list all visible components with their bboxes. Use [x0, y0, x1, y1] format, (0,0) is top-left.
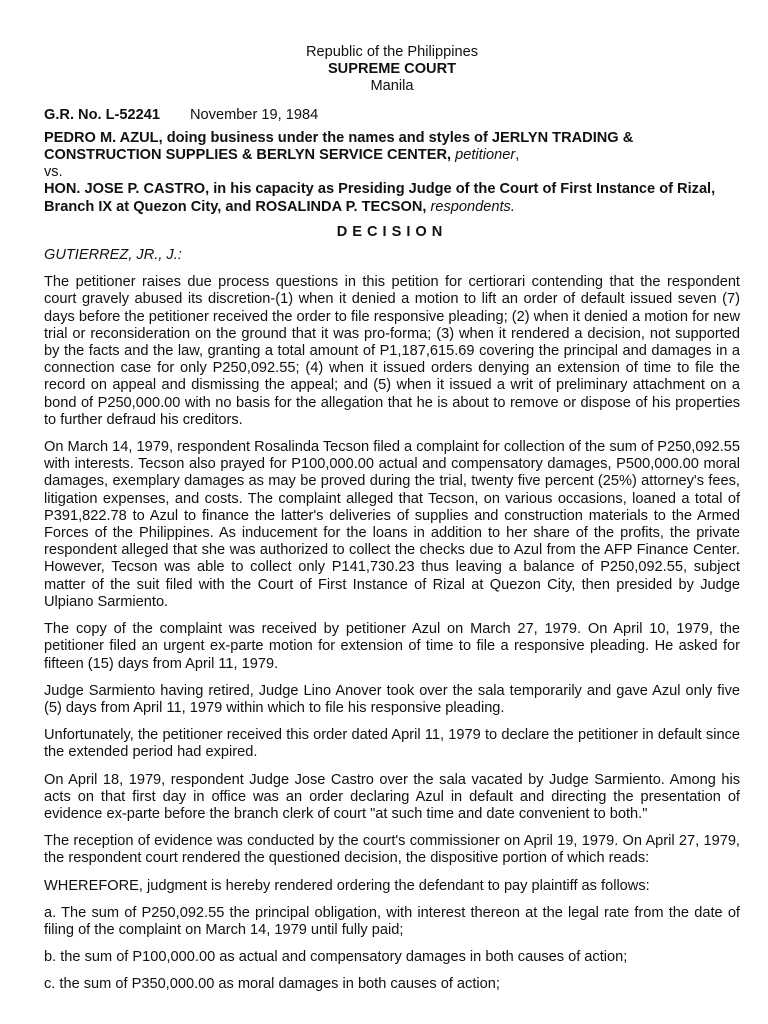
respondent-name: HON. JOSE P. CASTRO, in his capacity as Presiding Judge of the Court of First Instance of Rizal, Branch IX at Quezon City, and ROSALINDA P. TECSON, [44, 181, 716, 215]
body-paragraph: c. the sum of P350,000.00 as moral damages in both causes of action; [44, 976, 500, 993]
decision-title: DECISION [336, 223, 448, 240]
body-paragraph: The reception of evidence was conducted by the court's commissioner on April 19, 1979. On April 27, 1979, the respondent court rendered the questioned decision, the dispositive portion of which reads: [44, 833, 740, 867]
ponente: GUTIERREZ, JR., J.: [44, 247, 182, 264]
body-paragraph: Unfortunately, the petitioner received this order dated April 11, 1979 to declare the petitioner in default since the extended period had expired. [44, 727, 740, 761]
republic-line: Republic of the Philippines [306, 44, 478, 60]
body-paragraph: a. The sum of P250,092.55 the principal obligation, with interest thereon at the legal rate from the date of filing of the complaint on March 14, 1979 until fully paid; [44, 904, 740, 938]
versus-line: vs. [44, 164, 63, 181]
body-paragraph: The petitioner raises due process questions in this petition for certiorari contending that the respondent court gravely abused its discretion-(1) when it denied a motion to lift an order of default issued seven (7) days before the petitioner received the order to file responsive pleading; (2) when it denied a motion for new trial or reconsideration on the ground that it was pro-forma; (3) when it rendered a decision, not supported by the facts and the law, granting a total amount of P1,187,615.69 covering the principal and damages in a connection case for only P250,092.55; (4) when it issued orders denying an extension of time to file the record on appeal and dismissing the appeal; and (5) when it issued a writ of preliminary attachment on a bond of P250,000.00 with no basis for the allegation that he is about to remove or dispose of his properties to further defraud his creditors. [44, 274, 740, 428]
case-number-line [44, 107, 740, 124]
petitioner-line: PEDRO M. AZUL, doing business under the names and styles of JERLYN TRADING & CONSTRUCTION SUPPLIES & BERLYN SERVICE CENTER, petitioner, [44, 129, 634, 164]
body-paragraph: b. the sum of P100,000.00 as actual and compensatory damages in both causes of action; [44, 949, 628, 966]
court-header [44, 44, 740, 96]
body-paragraph: On April 18, 1979, respondent Judge Jose Castro over the sala vacated by Judge Sarmiento. Among his acts on that first day in office was an order declaring Azul in default and directing the presentation of evidence ex-parte before the branch clerk of court "at such time and date convenient to both." [44, 771, 740, 822]
court-city: Manila [370, 78, 414, 95]
petitioner-name: PEDRO M. AZUL, doing business under the names and styles of JERLYN TRADING & CONSTRUCTION SUPPLIES & BERLYN SERVICE CENTER, [44, 129, 634, 164]
body-paragraph: On March 14, 1979, respondent Rosalinda Tecson filed a complaint for collection of the sum of P250,092.55 with interests. Tecson also prayed for P100,000.00 actual and compensatory damages, P500,000.00 moral damages, exemplary damages as may be proved during the trial, twenty five percent (25%) attorney's fees, litigation expenses, and costs. The complaint alleged that Tecson, on various occasions, loaned a total of P391,822.78 to Azul to finance the latter's deliveries of supplies and construction materials to the Armed Forces of the Philippines. As inducement for the loans in addition to her share of the profits, the private respondent alleged that she was authorized to collect the checks due to Azul from the AFP Finance Center. However, Tecson was able to collect only P141,730.23 thus leaving a balance of P250,092.55, subject matter of the suit filed with the Court of First Instance of Rizal at Quezon City, then presided by Judge Ulpiano Sarmiento. [44, 439, 740, 610]
petitioner-role: petitioner [455, 147, 516, 164]
respondent-role: respondents. [430, 198, 515, 215]
respondent-line [44, 181, 740, 215]
case-caption [44, 107, 740, 216]
body-paragraph: Judge Sarmiento having retired, Judge Lino Anover took over the sala temporarily and gave Azul only five (5) days from April 11, 1979 within which to file his responsive pleading. [44, 682, 740, 716]
court-name: SUPREME COURT [327, 61, 457, 78]
body-paragraph: WHEREFORE, judgment is hereby rendered ordering the defendant to pay plaintiff as follows: [44, 877, 650, 894]
gr-number: G.R. No. L-52241 [44, 106, 160, 123]
case-date: November 19, 1984 [190, 106, 319, 123]
body-paragraph: The copy of the complaint was received by petitioner Azul on March 27, 1979. On April 10, 1979, the petitioner filed an urgent ex-parte motion for extension of time to file a responsive pleading. He asked for fifteen (15) days from April 11, 1979. [44, 621, 740, 672]
